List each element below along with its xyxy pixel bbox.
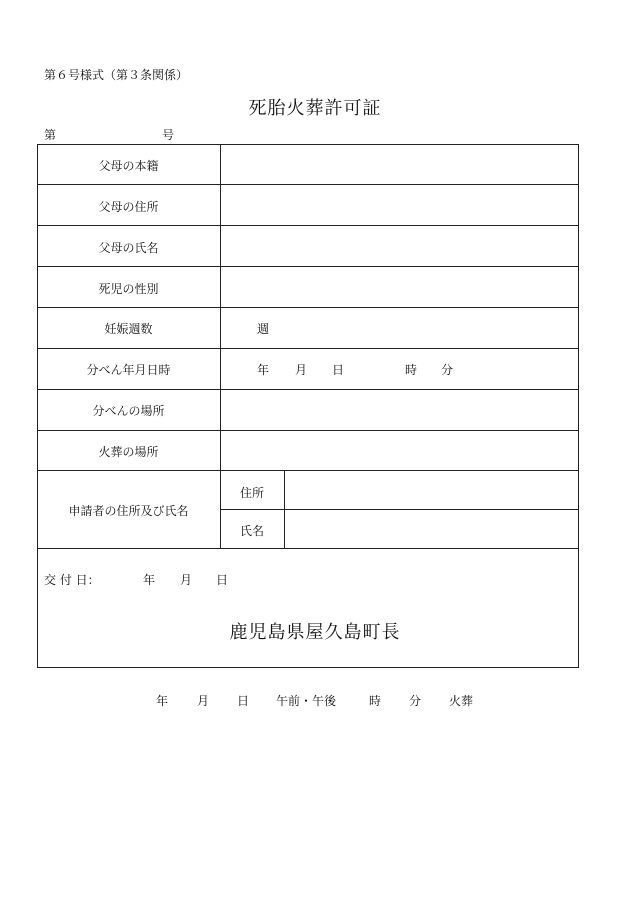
number-prefix: 第 bbox=[44, 128, 57, 142]
row-label-parents-name: 父母の氏名 bbox=[98, 241, 159, 255]
delivery-day-unit: 日 bbox=[332, 363, 345, 377]
applicant-row-divider bbox=[220, 509, 579, 510]
row-divider bbox=[37, 470, 579, 471]
row-label-gestation-weeks: 妊娠週数 bbox=[104, 322, 153, 336]
row-divider bbox=[37, 389, 579, 390]
row-label-parents-address: 父母の住所 bbox=[98, 200, 159, 214]
issue-day-unit: 日 bbox=[216, 573, 229, 587]
cremation-label: 火葬 bbox=[449, 694, 474, 708]
row-divider bbox=[37, 430, 579, 431]
row-label-delivery-datetime: 分べん年月日時 bbox=[86, 363, 171, 377]
delivery-year-unit: 年 bbox=[257, 363, 270, 377]
gestation-weeks-unit: 週 bbox=[257, 322, 270, 336]
cremation-hour-unit: 時 bbox=[369, 694, 382, 708]
applicant-address-label: 住所 bbox=[240, 486, 265, 500]
row-divider bbox=[37, 307, 579, 308]
number-suffix: 号 bbox=[162, 128, 175, 142]
issue-month-unit: 月 bbox=[180, 573, 193, 587]
delivery-hour-unit: 時 bbox=[405, 363, 418, 377]
delivery-minute-unit: 分 bbox=[441, 363, 454, 377]
row-divider bbox=[37, 548, 579, 549]
cremation-day-unit: 日 bbox=[237, 694, 250, 708]
issue-date-label: 交 付 日： bbox=[44, 573, 100, 587]
cremation-month-unit: 月 bbox=[197, 694, 210, 708]
delivery-month-unit: 月 bbox=[295, 363, 308, 377]
page-title: 死胎火葬許可証 bbox=[248, 98, 382, 119]
form-reference: 第６号様式（第３条関係） bbox=[44, 68, 189, 82]
cremation-year-unit: 年 bbox=[156, 694, 169, 708]
issuer-name: 鹿児島県屋久島町長 bbox=[229, 622, 401, 643]
cremation-minute-unit: 分 bbox=[409, 694, 422, 708]
applicant-name-label: 氏名 bbox=[240, 524, 265, 538]
row-divider bbox=[37, 266, 579, 267]
cremation-ampm: 午前・午後 bbox=[276, 694, 337, 708]
row-label-child-sex: 死児の性別 bbox=[98, 282, 159, 296]
column-divider bbox=[220, 144, 221, 548]
issue-year-unit: 年 bbox=[143, 573, 156, 587]
row-label-cremation-place: 火葬の場所 bbox=[98, 445, 159, 459]
applicant-column-divider bbox=[284, 470, 285, 548]
row-divider bbox=[37, 348, 579, 349]
row-label-delivery-place: 分べんの場所 bbox=[92, 404, 165, 418]
row-label-parents-domicile: 父母の本籍 bbox=[98, 159, 159, 173]
row-label-applicant: 申請者の住所及び氏名 bbox=[68, 504, 189, 518]
row-divider bbox=[37, 225, 579, 226]
row-divider bbox=[37, 184, 579, 185]
